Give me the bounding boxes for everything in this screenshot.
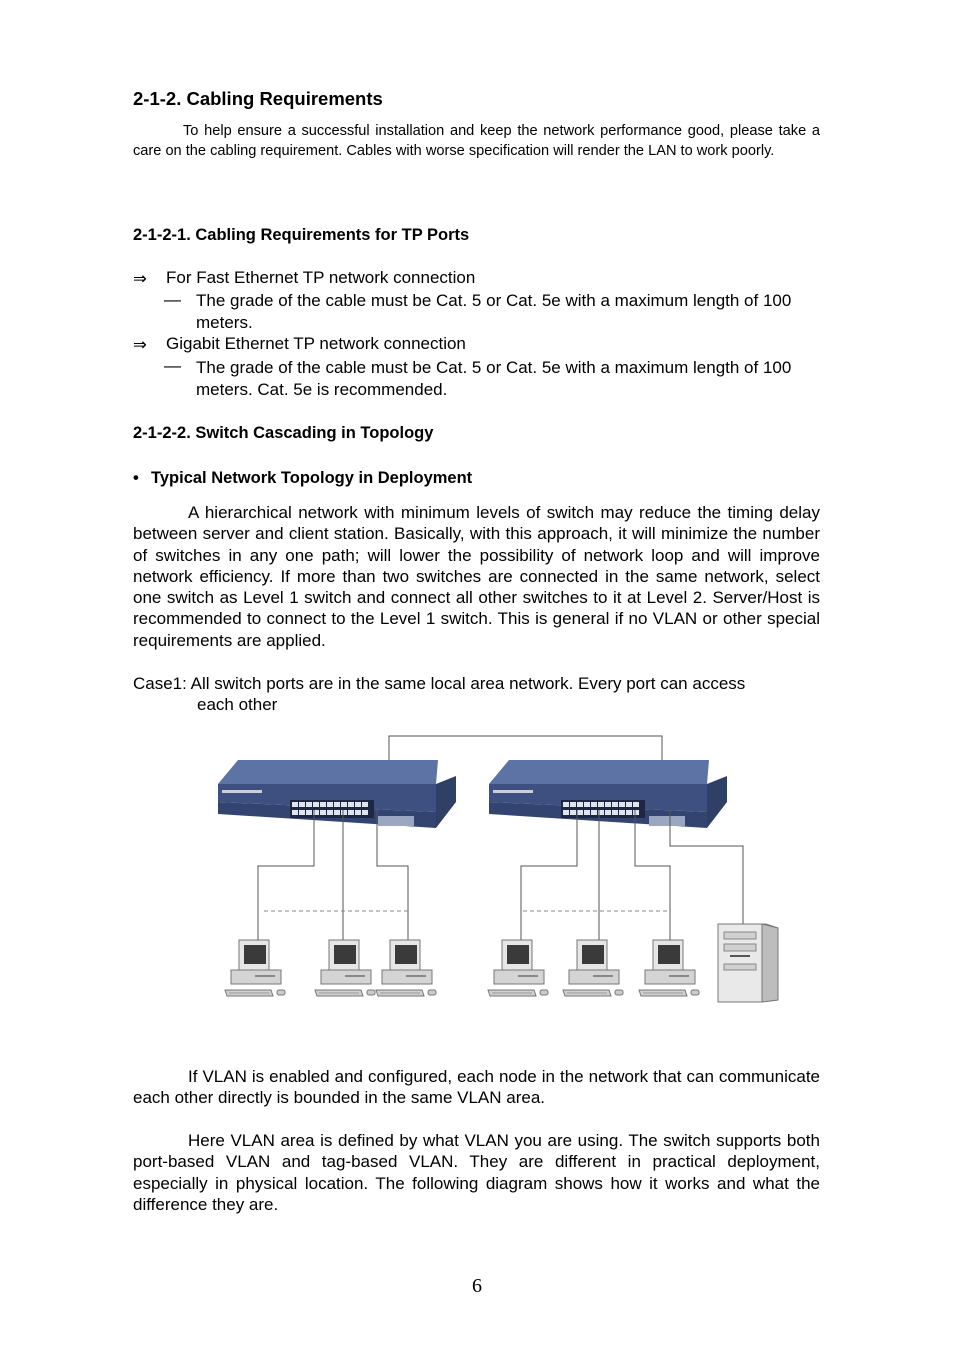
cascading-heading: 2-1-2-2. Switch Cascading in Topology [133, 424, 434, 442]
bullet-dot-icon: • [133, 469, 139, 487]
page-number: 6 [472, 1275, 482, 1297]
tp-ports-heading: 2-1-2-1. Cabling Requirements for TP Ports [133, 226, 470, 244]
arrow-bullet-icon: ⇒ [133, 336, 147, 354]
topology-subtitle: Typical Network Topology in Deployment [151, 469, 473, 487]
vlan-paragraph-2: Here VLAN area is defined by what VLAN you are using. The switch supports both port-based VLAN and tag-based VLAN. They are different in practical deployment, especially in physical location. The following diagram shows how it works and what the difference they are. [133, 1131, 820, 1214]
arrow-bullet-icon: ⇒ [133, 270, 147, 288]
dash-bullet-icon: — [164, 356, 181, 375]
case1-text: Case1: All switch ports are in the same local area network. Every port can access each other [133, 674, 746, 715]
gigabit-ethernet-label: Gigabit Ethernet TP network connection [166, 334, 466, 353]
section-title: 2-1-2. Cabling Requirements [133, 88, 383, 109]
fast-ethernet-detail: The grade of the cable must be Cat. 5 or Cat. 5e with a maximum length of 100 meters. [196, 291, 792, 332]
gigabit-ethernet-detail: The grade of the cable must be Cat. 5 or Cat. 5e with a maximum length of 100 meters. Cat. 5e is recommended. [196, 358, 792, 399]
intro-paragraph: To help ensure a successful installation and keep the network performance good, please take a care on the cabling requirement. Cables with worse specification will render the LAN to work poorly. [133, 123, 820, 159]
fast-ethernet-label: For Fast Ethernet TP network connection [166, 268, 476, 287]
vlan-paragraph-1: If VLAN is enabled and configured, each node in the network that can communicate each other directly is bounded in the same VLAN area. [133, 1067, 820, 1108]
topology-paragraph: A hierarchical network with minimum levels of switch may reduce the timing delay between server and client station. Basically, with this approach, it will minimize the number of switches in any one path; will lower the possibility of network loop and will improve network efficiency. If more than two switches are connected in the same network, select one switch as Level 1 switch and connect all other switches to it at Level 2. Server/Host is recommended to connect to the Level 1 switch. This is general if no VLAN or other special requirements are applied. [133, 503, 820, 650]
dash-bullet-icon: — [164, 290, 181, 309]
network-topology-diagram [218, 728, 788, 1008]
